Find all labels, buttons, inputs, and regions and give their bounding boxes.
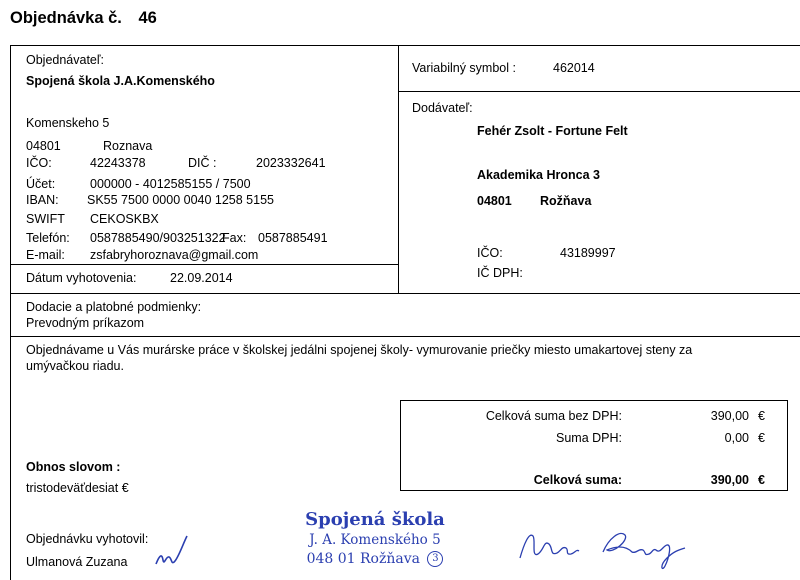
stamp-line-3: 048 01 Rožňava bbox=[306, 551, 420, 567]
buyer-swift: CEKOSKBX bbox=[90, 212, 159, 226]
issuer-name: Ulmanová Zuzana bbox=[26, 555, 128, 569]
buyer-fax: 0587885491 bbox=[258, 231, 328, 245]
vat-value: 0,00 bbox=[724, 431, 749, 445]
net-value: 390,00 bbox=[710, 409, 749, 423]
buyer-zip: 04801 bbox=[26, 139, 61, 153]
stamp-line-1: Spojená škola bbox=[305, 509, 445, 530]
buyer-city: Roznava bbox=[103, 139, 153, 153]
total-label: Celková suma: bbox=[533, 473, 622, 487]
supplier-icdph-label: IČ DPH: bbox=[477, 266, 523, 280]
date-divider bbox=[10, 264, 398, 265]
stamp-line-3-wrap bbox=[290, 549, 460, 569]
words-value: tristodeväťdesiat € bbox=[26, 481, 129, 495]
buyer-name: Spojená škola J.A.Komenského bbox=[26, 74, 215, 88]
stamp-line-2: J. A. Komenského 5 bbox=[309, 532, 441, 548]
net-label: Celková suma bez DPH: bbox=[485, 409, 622, 423]
buyer-dic-label: DIČ : bbox=[188, 156, 217, 170]
supplier-name: Fehér Zsolt - Fortune Felt bbox=[477, 124, 628, 138]
buyer-dic: 2023332641 bbox=[256, 156, 326, 170]
issuer-signature bbox=[150, 530, 198, 576]
buyer-email: zsfabryhoroznava@gmail.com bbox=[90, 248, 259, 262]
frame-middle-divider bbox=[398, 45, 399, 293]
vat-label: Suma DPH: bbox=[556, 431, 622, 445]
varsym-divider bbox=[398, 91, 800, 92]
frame-top bbox=[10, 45, 800, 46]
buyer-ico: 42243378 bbox=[90, 156, 146, 170]
issuer-label: Objednávku vyhotovil: bbox=[26, 532, 149, 546]
total-value: 390,00 bbox=[710, 473, 749, 487]
buyer-ico-label: IČO: bbox=[26, 156, 52, 170]
buyer-account: 000000 - 4012585155 / 7500 bbox=[90, 177, 251, 191]
buyer-phone: 0587885490/903251322 bbox=[90, 231, 226, 245]
total-currency: € bbox=[758, 473, 765, 487]
buyer-phone-label: Telefón: bbox=[26, 231, 70, 245]
buyer-account-label: Účet: bbox=[26, 177, 56, 191]
header-section-bottom bbox=[10, 293, 800, 294]
description-line-2: umývačkou riadu. bbox=[26, 359, 124, 373]
supplier-ico: 43189997 bbox=[560, 246, 616, 260]
stamp-number: 3 bbox=[427, 551, 443, 567]
frame-left bbox=[10, 45, 11, 580]
buyer-street: Komenskeho 5 bbox=[26, 116, 110, 130]
net-currency: € bbox=[758, 409, 765, 423]
description-line-1: Objednávame u Vás murárske práce v školskej jedálni spojenej školy- vymurovanie priečky miesto umakartovej steny za bbox=[26, 343, 693, 357]
buyer-swift-label: SWIFT bbox=[26, 212, 65, 226]
order-title bbox=[10, 9, 157, 28]
order-title-label: Objednávka č. bbox=[10, 9, 122, 27]
buyer-iban: SK55 7500 0000 0040 1258 5155 bbox=[87, 193, 274, 207]
supplier-label: Dodávateľ: bbox=[412, 101, 473, 115]
varsym-label: Variabilný symbol : bbox=[412, 61, 516, 75]
words-label: Obnos slovom : bbox=[26, 460, 121, 474]
terms-value: Prevodným príkazom bbox=[26, 316, 145, 330]
school-stamp bbox=[290, 509, 460, 569]
vat-currency: € bbox=[758, 431, 765, 445]
buyer-iban-label: IBAN: bbox=[26, 193, 59, 207]
date-label: Dátum vyhotovenia: bbox=[26, 271, 137, 285]
supplier-zip: 04801 bbox=[477, 194, 512, 208]
terms-label: Dodacie a platobné podmienky: bbox=[26, 300, 202, 314]
varsym-value: 462014 bbox=[553, 61, 595, 75]
order-number: 46 bbox=[138, 9, 157, 27]
date-value: 22.09.2014 bbox=[170, 271, 233, 285]
buyer-label: Objednávateľ: bbox=[26, 53, 105, 67]
buyer-fax-label: Fax: bbox=[222, 231, 247, 245]
supplier-city: Rožňava bbox=[540, 194, 592, 208]
terms-divider bbox=[10, 336, 800, 337]
supplier-ico-label: IČO: bbox=[477, 246, 503, 260]
buyer-email-label: E-mail: bbox=[26, 248, 65, 262]
supplier-street: Akademika Hronca 3 bbox=[477, 168, 600, 182]
director-signature bbox=[515, 518, 691, 574]
